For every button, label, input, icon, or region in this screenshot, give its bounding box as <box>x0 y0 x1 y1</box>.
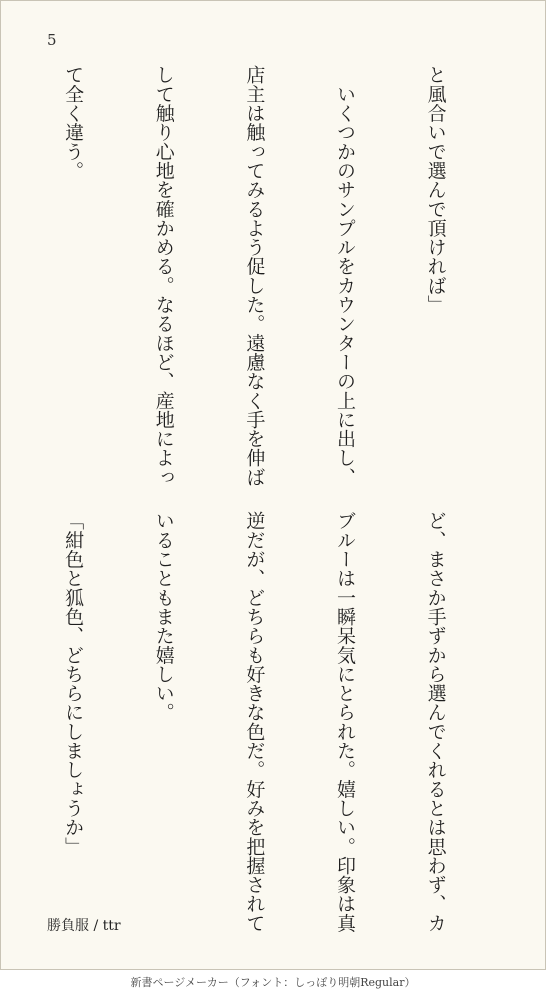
text-column-top <box>0 65 511 487</box>
text-line: 「紺色と狐色、どちらにしましょうか」 <box>62 511 85 856</box>
text-line: いくつかのサンプルをカウンターの上に出し、 <box>333 65 356 487</box>
text-line: ブルーは一瞬呆気にとられた。嬉しい。印象は真 <box>333 511 356 933</box>
text-line: いることもまた嬉しい。 <box>152 511 175 722</box>
text-line: と風合いで選んで頂ければ」 <box>424 65 447 314</box>
footer-title: 勝負服 / ttr <box>47 918 121 934</box>
text-line: 逆だが、どちらも好きな色だ。好みを把握されて <box>243 511 266 933</box>
text-line: 店主は触ってみるよう促した。遠慮なく手を伸ば <box>243 65 266 487</box>
text-line: ど、まさか手ずから選んでくれるとは思わず、カ <box>424 511 447 933</box>
text-line: て全く違う。 <box>62 65 85 180</box>
generator-credit: 新書ページメーカー（フォント：しっぽり明朝Regular） <box>130 976 416 989</box>
text-line: して触り心地を確かめる。なるほど、産地によっ <box>152 65 175 487</box>
page-number: 5 <box>47 31 57 49</box>
